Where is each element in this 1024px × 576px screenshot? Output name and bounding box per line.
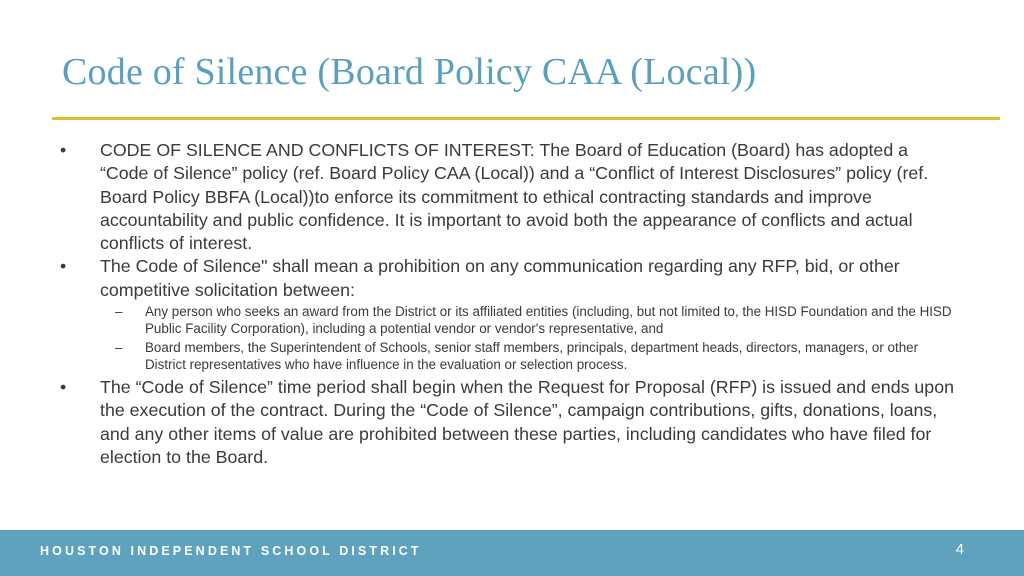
sub-bullet-item [60,304,960,337]
sub-bullet-text: Any person who seeks an award from the District or its affiliated entities (including, but not limited to, the HISD Foundation and the HISD Public Facility Corporation), including a potential vendor or vendor's representative, and [145,304,952,336]
bullet-item [60,139,960,255]
bullet-text: The “Code of Silence” time period shall begin when the Request for Proposal (RFP) is issued and ends upon the execution of the contract. During the “Code of Silence”, campaign contributions, gifts, donations, loans, and any other items of value are prohibited between these parties, including candidates who have filed for election to the Board. [100,377,954,467]
bullet-text: The Code of Silence" shall mean a prohibition on any communication regarding any RFP, bid, or other competitive solicitation between: [100,256,900,300]
bullet-text: CODE OF SILENCE AND CONFLICTS OF INTEREST: The Board of Education (Board) has adopted a “Code of Silence” policy (ref. Board Policy CAA (Local)) and a “Conflict of Interest Disclosures” policy (ref. Board Policy BBFA (Local))to enforce its commitment to ethical contracting standards and improve accountability and public confidence. It is important to avoid both the appearance of conflicts and actual conflicts of interest. [100,140,929,254]
bullet-list [60,139,960,469]
slide-title: Code of Silence (Board Policy CAA (Local)) [62,51,757,93]
page-number: 4 [955,541,964,558]
bullet-marker: • [60,140,67,160]
footer-organization: HOUSTON INDEPENDENT SCHOOL DISTRICT [40,544,422,558]
bullet-item [60,255,960,302]
bullet-marker: • [60,256,67,277]
sub-bullet-item [60,340,960,373]
title-divider [52,117,1000,120]
sub-bullet-marker: – [115,304,123,320]
sub-bullet-text: Board members, the Superintendent of Schools, senior staff members, principals, department heads, directors, managers, or other District representatives who have influence in the evaluation or selection process. [145,340,919,372]
footer-bar [0,530,1024,576]
bullet-marker: • [60,377,67,398]
sub-bullet-marker: – [115,340,123,356]
bullet-item [60,376,960,469]
